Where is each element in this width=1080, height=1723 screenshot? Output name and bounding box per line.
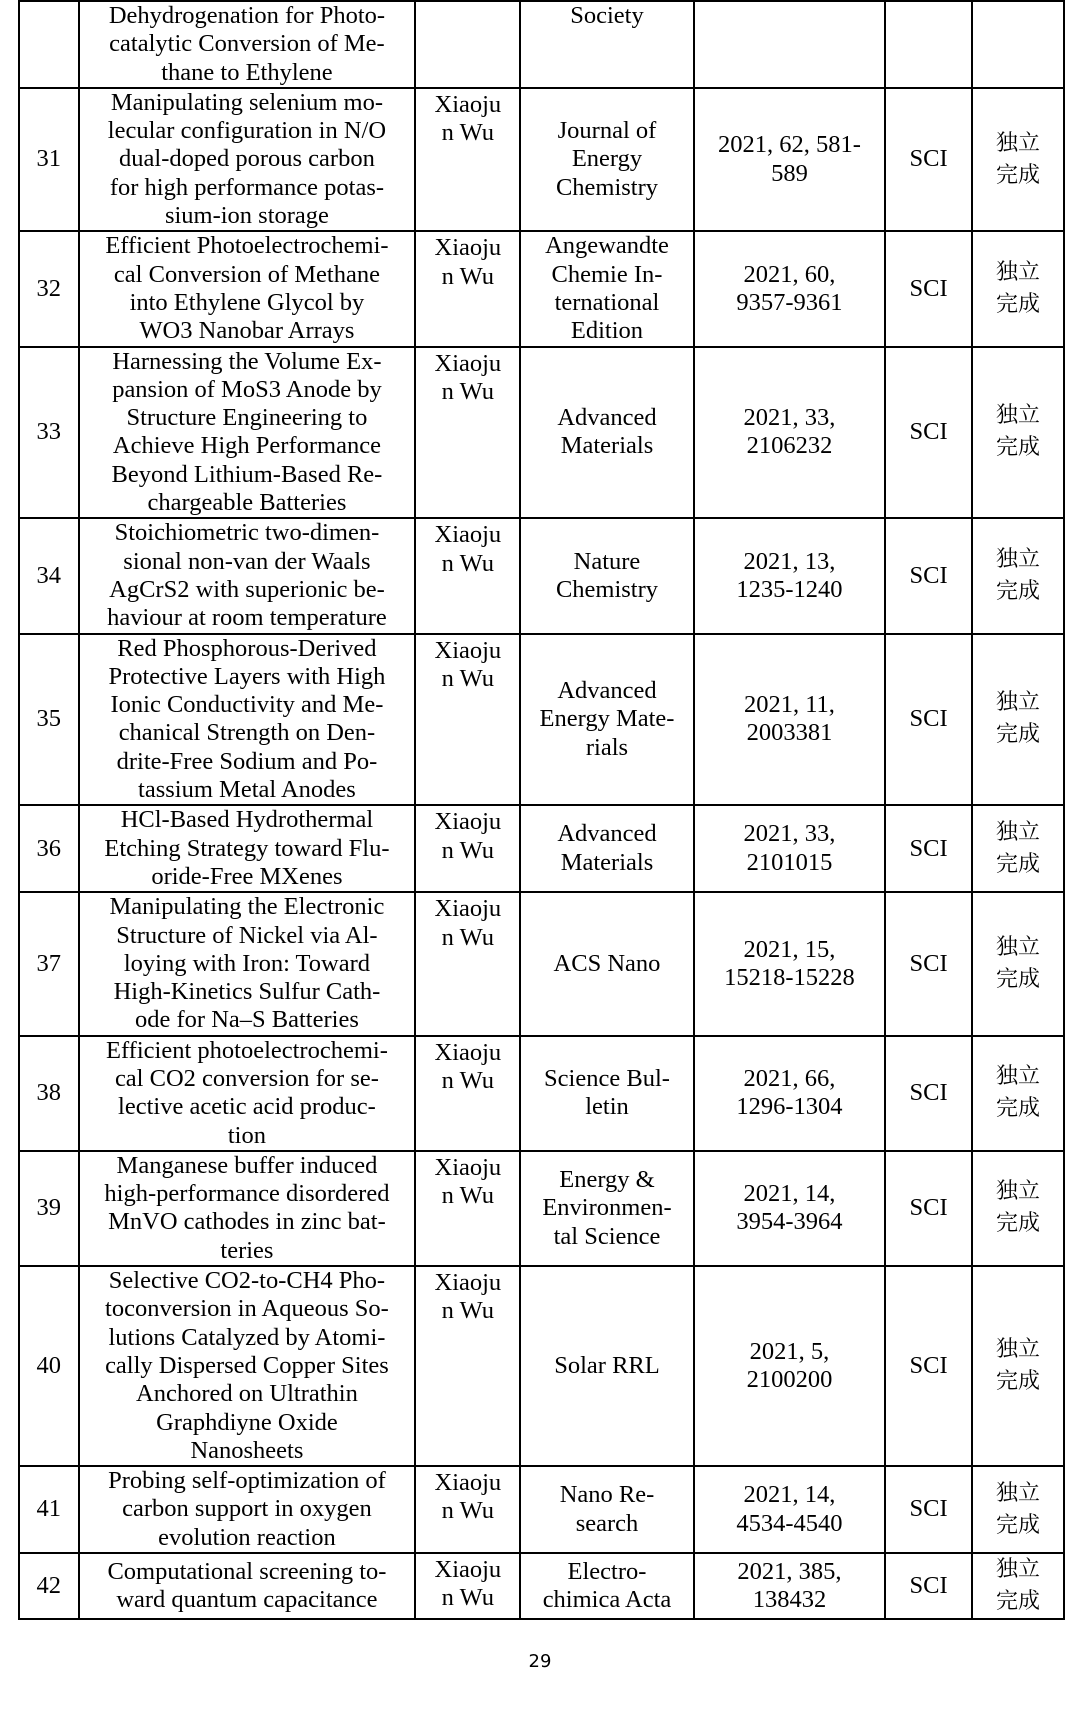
cell-citation-text: 2021, 33, 2101015 — [743, 820, 836, 876]
table-row — [19, 892, 1064, 1035]
cell-index-type-text: SCI — [909, 1351, 948, 1379]
cell-title — [79, 231, 416, 346]
cell-index-type-text: SCI — [909, 949, 948, 977]
cell-index — [19, 347, 79, 519]
cell-status-text: 独立 完成 — [995, 130, 1040, 188]
table-row — [19, 1466, 1064, 1553]
cell-author-text: Xiaoju n Wu — [434, 808, 502, 864]
cell-status — [972, 1466, 1064, 1553]
cell-journal-text: Journal of Energy Chemistry — [555, 117, 659, 201]
cell-citation-text: 2021, 15, 15218-15228 — [724, 935, 855, 991]
cell-citation-text: 2021, 66, 1296-1304 — [736, 1064, 843, 1121]
table-row — [19, 805, 1064, 892]
cell-citation — [694, 88, 886, 231]
cell-index-type-text: SCI — [909, 274, 948, 302]
journal-text: Society — [570, 2, 644, 29]
cell-index-text: 39 — [36, 1194, 62, 1222]
cell-journal-text: Solar RRL — [554, 1351, 660, 1379]
cell-author-text: Xiaoju n Wu — [434, 1469, 502, 1525]
cell-index-type-text: SCI — [909, 561, 948, 589]
cell-author — [415, 1, 520, 88]
cell-index — [19, 892, 79, 1035]
cell-citation-text: 2021, 60, 9357-9361 — [736, 260, 843, 316]
cell-title — [79, 1266, 416, 1466]
cell-citation-text: 2021, 11, 2003381 — [743, 691, 835, 747]
table-row — [19, 634, 1064, 806]
cell-author-text: Xiaoju n Wu — [434, 636, 502, 692]
cell-status — [972, 805, 1064, 892]
cell-title-text: Stoichiometric two-dimen- sional non-van der Waals AgCrS2 with superionic be- haviour at room temperature — [107, 519, 387, 632]
table-row — [19, 518, 1064, 633]
table-row — [19, 1151, 1064, 1266]
cell-index-type — [885, 634, 972, 806]
cell-index-type-text: SCI — [909, 1571, 948, 1599]
cell-status-text: 独立 完成 — [995, 1480, 1040, 1538]
cell-author-text: Xiaoju n Wu — [434, 234, 502, 290]
cell-status-text: 独立 完成 — [995, 1064, 1040, 1122]
cell-author — [415, 1036, 520, 1151]
table-row — [19, 231, 1064, 346]
cell-status-text: 独立 完成 — [995, 546, 1040, 604]
cell-author — [415, 347, 520, 519]
cell-index-type-text: SCI — [909, 1495, 948, 1523]
cell-journal — [520, 1553, 693, 1619]
cell-journal-text: Science Bul- letin — [544, 1064, 670, 1121]
cell-author-text: Xiaoju n Wu — [434, 90, 502, 147]
cell-author-text: Xiaoju n Wu — [434, 1556, 502, 1612]
cell-index-text: 32 — [36, 274, 62, 302]
cell-journal-text: Angewandte Chemie In- ternational Edition — [545, 232, 669, 345]
cell-index-type — [885, 1151, 972, 1266]
cell-status — [972, 1553, 1064, 1619]
cell-journal — [520, 1266, 693, 1466]
cell-index-text: 37 — [36, 949, 62, 977]
cell-citation — [694, 1466, 886, 1553]
cell-title — [79, 805, 416, 892]
cell-title-text: HCl-Based Hydrothermal Etching Strategy toward Flu- oride-Free MXenes — [104, 806, 390, 890]
table-row — [19, 88, 1064, 231]
cell-index-text: 40 — [36, 1351, 62, 1379]
cell-journal — [520, 1, 693, 88]
cell-journal — [520, 1036, 693, 1151]
cell-title-text: Harnessing the Volume Ex- pansion of MoS3 Anode by Structure Engineering to Achieve High Performance Beyond Lithium-Based Re- chargeable Batteries — [111, 347, 383, 517]
cell-title — [79, 1151, 416, 1266]
cell-index-text: 41 — [36, 1495, 62, 1523]
cell-author — [415, 1266, 520, 1466]
cell-citation — [694, 1036, 886, 1151]
cell-journal — [520, 1466, 693, 1553]
table-row — [19, 1553, 1064, 1619]
cell-index-type — [885, 347, 972, 519]
cell-citation-text: 2021, 13, 1235-1240 — [736, 547, 843, 603]
cell-status-text: 独立 完成 — [995, 934, 1040, 992]
cell-index-type-text: SCI — [909, 705, 948, 733]
cell-journal — [520, 805, 693, 892]
cell-index-type-text: SCI — [909, 1194, 948, 1222]
cell-journal-text: Nano Re- search — [559, 1481, 655, 1537]
cell-status-text: 独立 完成 — [995, 259, 1040, 317]
cell-status — [972, 88, 1064, 231]
cell-title — [79, 88, 416, 231]
cell-index-type — [885, 518, 972, 633]
cell-citation — [694, 1553, 886, 1619]
cell-title — [79, 634, 416, 806]
cell-index — [19, 805, 79, 892]
cell-status — [972, 1266, 1064, 1466]
cell-author-text: Xiaoju n Wu — [434, 521, 502, 577]
cell-status — [972, 518, 1064, 633]
cell-citation — [694, 805, 886, 892]
cell-index-type-text: SCI — [909, 1079, 948, 1107]
cell-index — [19, 1151, 79, 1266]
cell-status-text: 独立 完成 — [995, 1337, 1040, 1395]
cell-author — [415, 231, 520, 346]
cell-title-text: Probing self-optimization of carbon support in oxygen evolution reaction — [108, 1467, 386, 1551]
cell-author — [415, 634, 520, 806]
cell-author — [415, 518, 520, 633]
cell-citation-text: 2021, 5, 2100200 — [746, 1337, 833, 1394]
cell-citation-text: 2021, 14, 4534-4540 — [736, 1481, 843, 1537]
cell-index — [19, 1266, 79, 1466]
cell-citation — [694, 518, 886, 633]
cell-author-text: Xiaoju n Wu — [434, 895, 502, 951]
cell-status — [972, 347, 1064, 519]
publication-table — [18, 0, 1065, 1620]
cell-title — [79, 1466, 416, 1553]
cell-index — [19, 1036, 79, 1151]
cell-status-text: 独立 完成 — [995, 1179, 1040, 1237]
cell-index-text: 35 — [36, 705, 62, 733]
cell-title — [79, 1553, 416, 1619]
title-text: Dehydrogenation for Photo- catalytic Conversion of Me- thane to Ethylene — [108, 2, 386, 86]
cell-index-type — [885, 892, 972, 1035]
cell-citation — [694, 347, 886, 519]
cell-status — [972, 892, 1064, 1035]
cell-index-text: 38 — [36, 1079, 62, 1107]
cell-index-text: 36 — [36, 834, 62, 862]
cell-author — [415, 88, 520, 231]
cell-status — [972, 1, 1064, 88]
cell-status — [972, 1151, 1064, 1266]
cell-citation — [694, 1151, 886, 1266]
cell-index-type — [885, 1266, 972, 1466]
cell-citation — [694, 1266, 886, 1466]
cell-journal-text: Electro- chimica Acta — [542, 1557, 672, 1614]
cell-journal — [520, 347, 693, 519]
cell-index-type — [885, 1036, 972, 1151]
cell-index-type-text: SCI — [909, 418, 948, 446]
cell-author-text: Xiaoju n Wu — [434, 349, 502, 405]
cell-index — [19, 1, 79, 88]
publication-table-body — [19, 1, 1064, 1619]
cell-citation-text: 2021, 14, 3954-3964 — [736, 1180, 843, 1236]
cell-journal — [520, 231, 693, 346]
cell-author — [415, 1151, 520, 1266]
cell-index-type — [885, 88, 972, 231]
cell-status-text: 独立 完成 — [995, 819, 1040, 877]
cell-citation — [694, 1, 886, 88]
cell-title-text: Computational screening to- ward quantum capacitance — [107, 1557, 387, 1614]
cell-journal — [520, 518, 693, 633]
cell-index-text: 42 — [36, 1571, 62, 1599]
cell-journal — [520, 1151, 693, 1266]
cell-author — [415, 805, 520, 892]
cell-status-text: 独立 完成 — [995, 1557, 1040, 1615]
cell-index — [19, 1466, 79, 1553]
cell-title-text: Manganese buffer induced high-performance disordered MnVO cathodes in zinc bat- teries — [104, 1151, 390, 1264]
cell-index-type — [885, 1466, 972, 1553]
cell-journal-text: Advanced Materials — [557, 404, 657, 460]
cell-index-type — [885, 1553, 972, 1619]
cell-citation-text: 2021, 62, 581- 589 — [717, 131, 861, 187]
cell-index-type — [885, 1, 972, 88]
table-row-continued — [19, 1, 1064, 88]
cell-title-text: Manipulating selenium mo- lecular configuration in N/O dual-doped porous carbon for high performance potas- sium-ion storage — [107, 88, 387, 230]
cell-index — [19, 88, 79, 231]
cell-journal — [520, 892, 693, 1035]
cell-author-text: Xiaoju n Wu — [434, 1269, 502, 1325]
cell-journal-text: ACS Nano — [553, 949, 661, 977]
cell-citation — [694, 231, 886, 346]
cell-index — [19, 231, 79, 346]
table-row — [19, 347, 1064, 519]
cell-index-type-text: SCI — [909, 834, 948, 862]
cell-journal — [520, 634, 693, 806]
cell-author-text: Xiaoju n Wu — [434, 1038, 502, 1094]
cell-status — [972, 1036, 1064, 1151]
cell-status — [972, 634, 1064, 806]
cell-status-text: 独立 完成 — [995, 690, 1040, 748]
cell-journal-text: Advanced Materials — [557, 820, 657, 876]
table-row — [19, 1266, 1064, 1466]
cell-author — [415, 1553, 520, 1619]
cell-citation-text: 2021, 33, 2106232 — [743, 404, 836, 460]
cell-index-type — [885, 231, 972, 346]
cell-index — [19, 518, 79, 633]
cell-index-text: 34 — [36, 561, 62, 589]
cell-title — [79, 1, 416, 88]
cell-index — [19, 634, 79, 806]
cell-author — [415, 892, 520, 1035]
cell-index-type — [885, 805, 972, 892]
cell-citation — [694, 634, 886, 806]
cell-journal-text: Energy & Environmen- tal Science — [542, 1166, 672, 1250]
cell-title-text: Manipulating the Electronic Structure of Nickel via Al- loying with Iron: Toward High-Kinetics Sulfur Cath- ode for Na–S Batteries — [109, 893, 385, 1034]
cell-title-text: Selective CO2-to-CH4 Pho- toconversion in Aqueous So- lutions Catalyzed by Atomi- cally Dispersed Copper Sites Anchored on Ultrathin Graphdiyne Oxide Nanosheets — [105, 1267, 389, 1464]
cell-index — [19, 1553, 79, 1619]
cell-title-text: Red Phosphorous-Derived Protective Layers with High Ionic Conductivity and Me- chanical Strength on Den- drite-Free Sodium and Po- tassium Metal Anodes — [108, 634, 386, 804]
cell-index-text: 31 — [36, 145, 62, 173]
cell-journal-text: Advanced Energy Mate- rials — [539, 676, 675, 761]
page-number: 29 — [528, 1651, 552, 1672]
cell-author — [415, 1466, 520, 1553]
cell-title — [79, 518, 416, 633]
cell-status-text: 独立 完成 — [995, 403, 1040, 461]
cell-journal-text: Nature Chemistry — [555, 547, 659, 603]
cell-status — [972, 231, 1064, 346]
cell-title-text: Efficient photoelectrochemi- cal CO2 conversion for se- lective acetic acid produc- tion — [106, 1036, 388, 1149]
cell-journal — [520, 88, 693, 231]
cell-citation — [694, 892, 886, 1035]
cell-author-text: Xiaoju n Wu — [434, 1153, 502, 1210]
cell-index-type-text: SCI — [909, 145, 948, 173]
cell-title-text: Efficient Photoelectrochemi- cal Conversion of Methane into Ethylene Glycol by WO3 Nanobar Arrays — [105, 232, 389, 345]
table-row — [19, 1036, 1064, 1151]
cell-index-text: 33 — [36, 418, 62, 446]
cell-title — [79, 1036, 416, 1151]
cell-title — [79, 892, 416, 1035]
cell-title — [79, 347, 416, 519]
cell-citation-text: 2021, 385, 138432 — [737, 1557, 842, 1614]
